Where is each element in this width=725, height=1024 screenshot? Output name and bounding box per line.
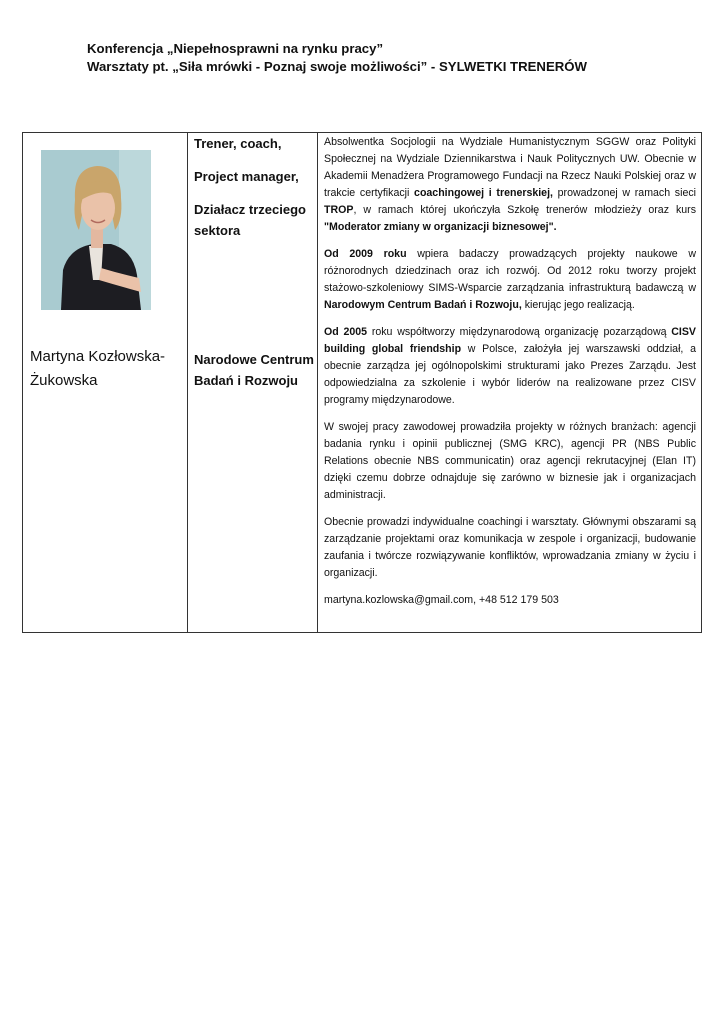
trainer-profile-table: [22, 132, 702, 633]
bio-paragraph-education: Absolwentka Socjologii na Wydziale Humanistycznym SGGW oraz Polityki Społecznej na Wydziale Dziennikarstwa i Nauk Politycznych UW. Obecnie w Akademii Menadżera Programowego Fundacji na Rzecz Nauki Polskiej oraz w trakcie certyfikacji coachingowej i trenerskiej, prowadzonej w ramach sieci TROP, w ramach której ukończyła Szkołę trenerów młodzieży oraz kurs "Moderator zmiany w organizacji biznesowej".: [324, 136, 696, 233]
roles-column: [188, 133, 318, 632]
portrait-illustration: [41, 150, 151, 310]
role-third-sector: Działacz trzeciego sektora: [194, 202, 306, 238]
trainer-name: [30, 345, 165, 393]
trainer-name-line1: Martyna Kozłowska-: [30, 348, 166, 365]
role-project-manager: Project manager,: [194, 169, 299, 184]
contact-info: martyna.kozlowska@gmail.com, +48 512 179 503: [324, 594, 559, 606]
document-header: [87, 40, 587, 76]
bio-paragraph-cisv: Od 2005 roku współtworzy międzynarodową organizację pozarządową CISV building global friendship w Polsce, założyła jej warszawski oddział, a obecnie zarządza jej ogólnopolskimi strukturami jako Prezes Zarządu. Jest odpowiedzialna za szkolenie i wybór liderów na realizowane przez CISV programy międzynarodowe.: [324, 326, 696, 406]
bio-paragraph-ncbr: Od 2009 roku wpiera badaczy prowadzących projekty naukowe w różnorodnych dziedzinach oraz ich rozwój. Od 2012 roku tworzy projekt stażowo-szkoleniowy SIMS-Wsparcie zarządzania infrastrukturą badawczą w Narodowym Centrum Badań i Rozwoju, kierując jego realizacją.: [324, 248, 696, 311]
bio-column: [318, 133, 701, 632]
role-organization: Narodowe Centrum Badań i Rozwoju: [194, 352, 314, 388]
name-column: [23, 133, 188, 632]
role-trainer: Trener, coach,: [194, 136, 282, 151]
bio-paragraph-experience: W swojej pracy zawodowej prowadziła projekty w różnych branżach: agencji badania rynku i opinii publicznej (SMG KRC), agencji PR (NBS Public Relations obecnie NBS communicatin) oraz agencji rekrutacyjnej (Elan IT) dzięki czemu dobrze odnajduje się zarówno w biznesie jak i organizacjach administracji.: [324, 421, 696, 501]
conference-title: Konferencja „Niepełnosprawni na rynku pracy”: [87, 41, 384, 56]
portrait-photo: [41, 150, 151, 310]
trainer-name-line2: Żukowska: [30, 372, 98, 389]
workshop-title: Warsztaty pt. „Siła mrówki - Poznaj swoje możliwości” - SYLWETKI TRENERÓW: [87, 59, 587, 74]
bio-paragraph-current: Obecnie prowadzi indywidualne coachingi i warsztaty. Głównymi obszarami są zarządzanie projektami oraz komunikacja w zespole i organizacji, budowanie zaufania i twórcze rozwiązywanie konfliktów, wprowadzania zmiany w życiu i organizacji.: [324, 516, 696, 579]
